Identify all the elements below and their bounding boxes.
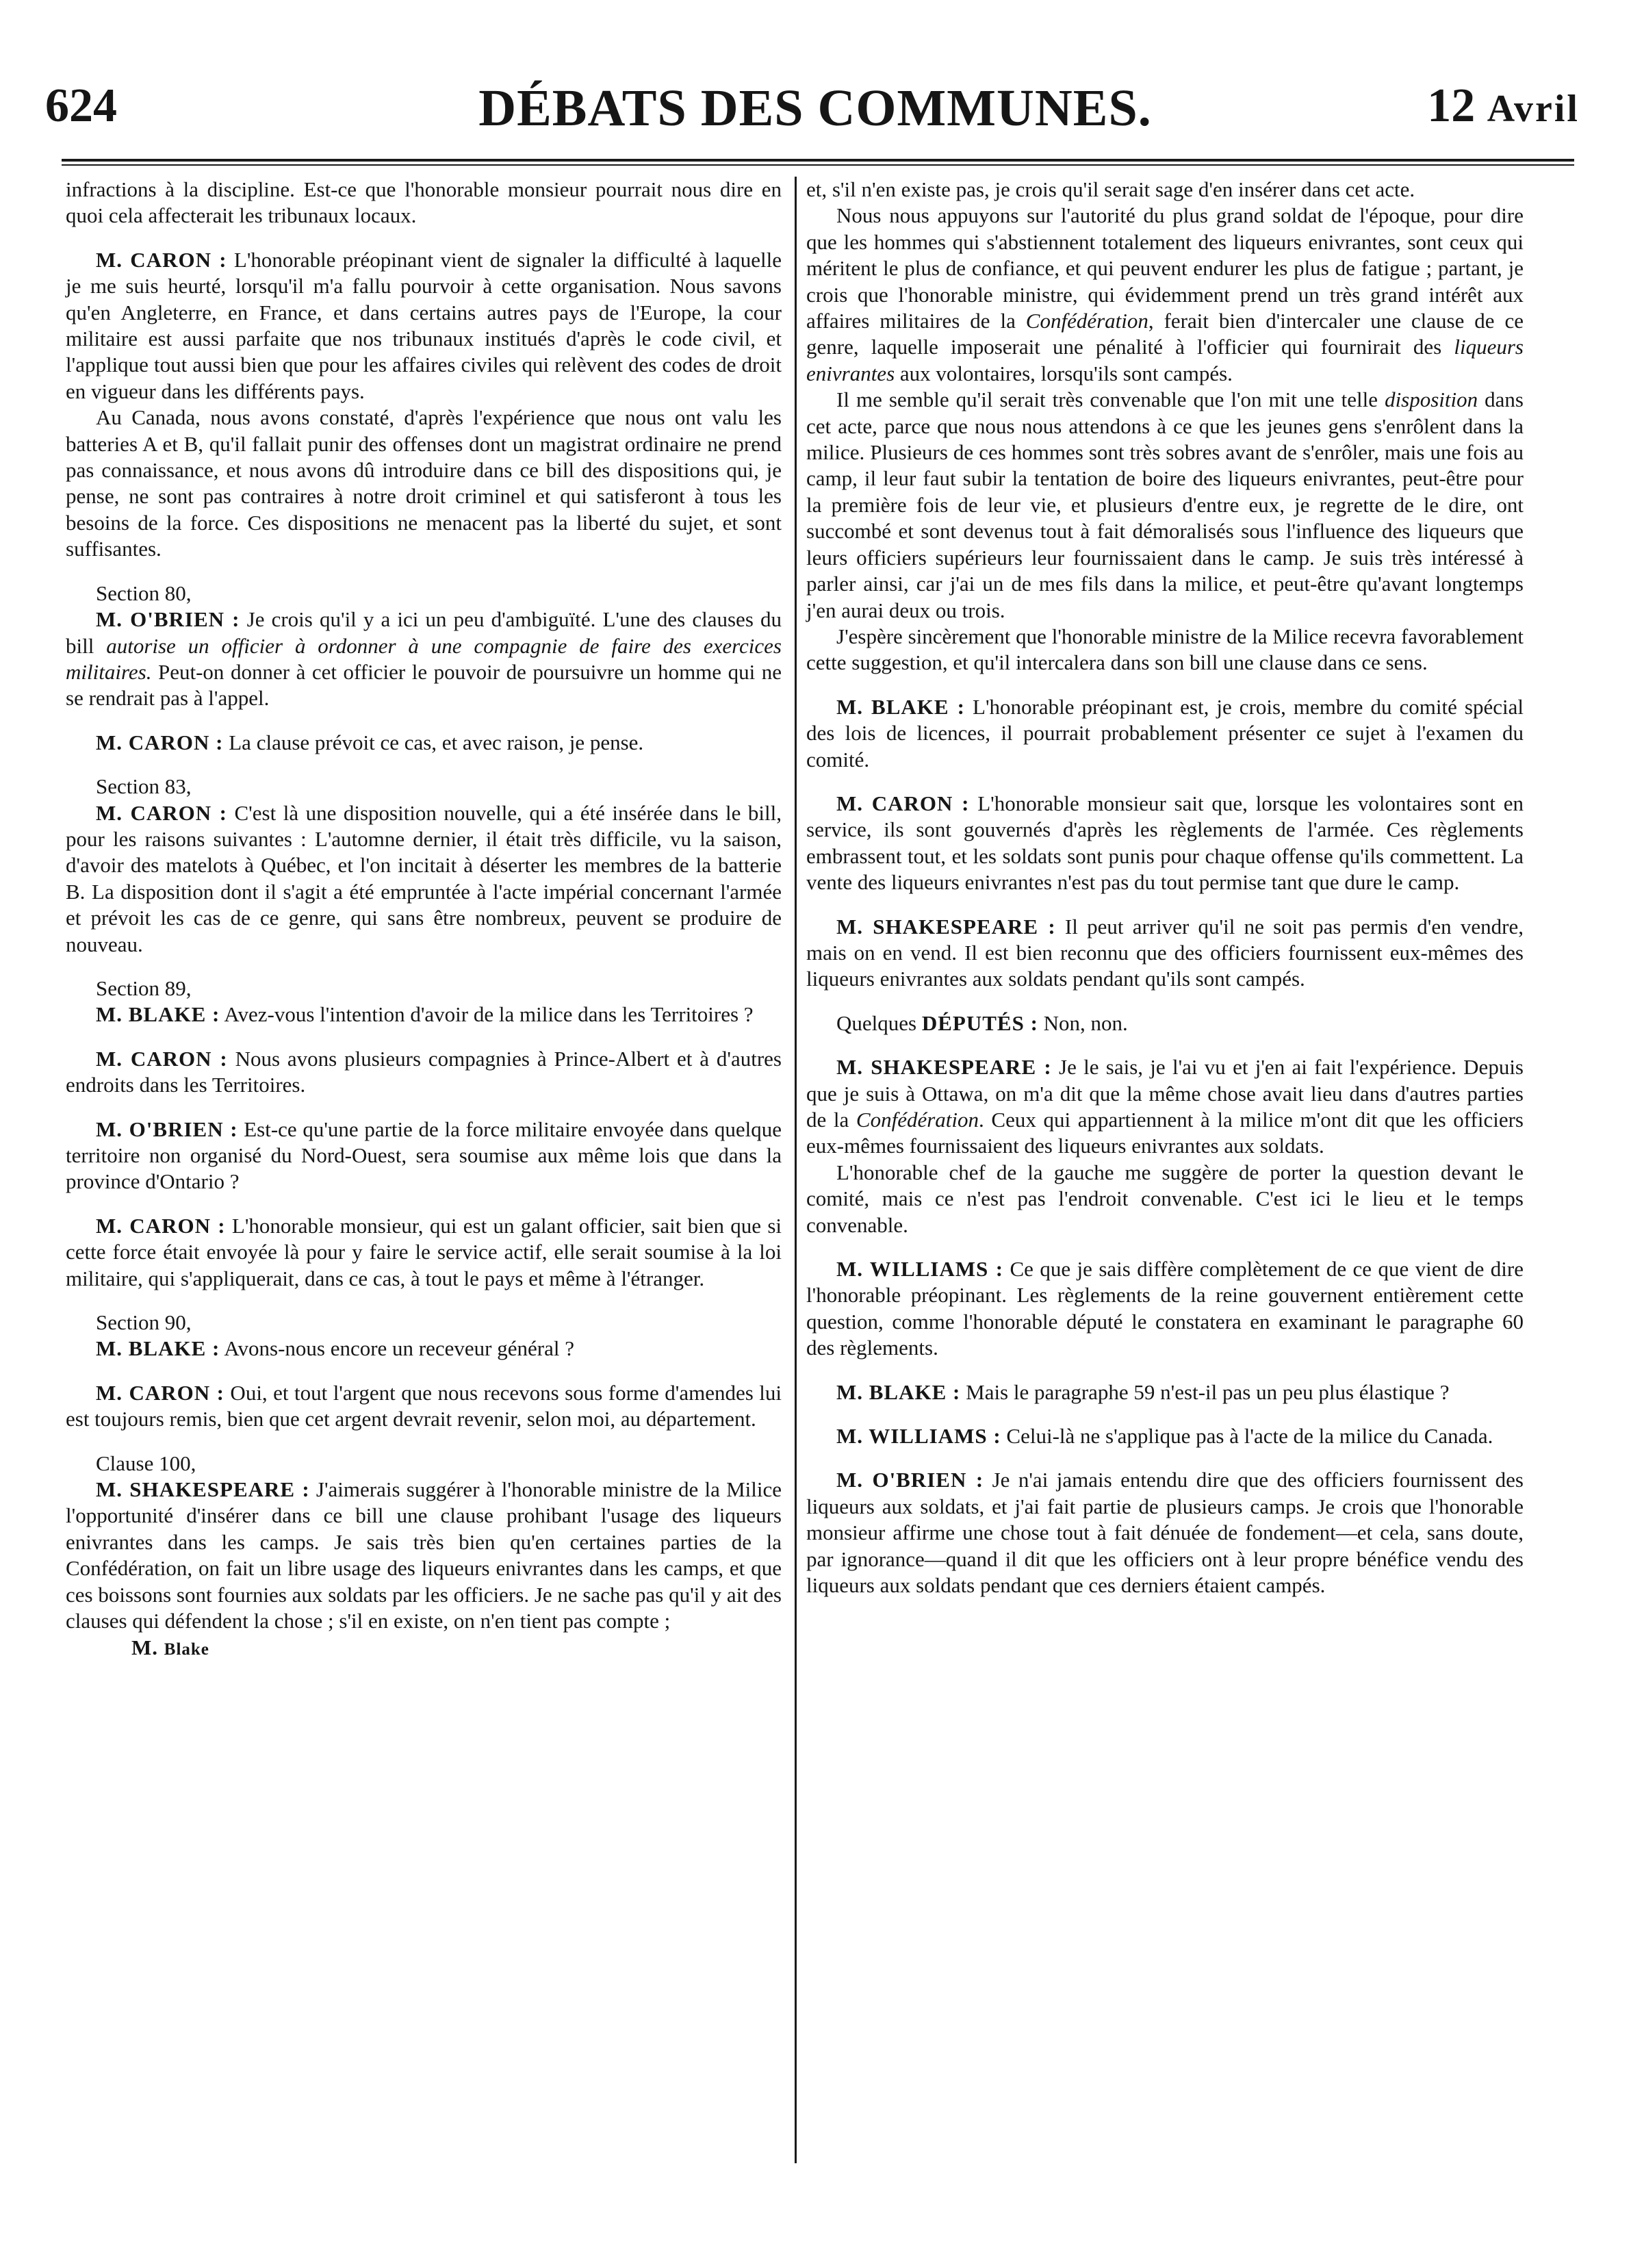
paragraph [806, 694, 1524, 773]
paragraph: J'espère sincèrement que l'honorable ministre de la Milice recevra favorablement cette suggestion, et qu'il intercalera dans son bill une clause dans ce sens. [806, 624, 1524, 675]
paragraph [66, 1213, 782, 1292]
speech: aux volontaires, lorsqu'ils sont campés. [895, 361, 1233, 385]
speaker: DÉPUTÉS : [921, 1010, 1038, 1035]
date-month: Avril [1487, 88, 1580, 130]
paragraph: et, s'il n'en existe pas, je crois qu'il serait sage d'en insérer dans cet acte. [806, 177, 1415, 201]
paragraph [806, 1423, 1524, 1449]
speech: La clause prévoit ce cas, et avec raison, je pense. [223, 730, 644, 754]
catchword-name: Blake [164, 1640, 209, 1659]
paragraph [806, 1010, 1524, 1036]
speaker: M. CARON : [836, 791, 970, 815]
section-heading: Section 89, [96, 976, 192, 1000]
paragraph [66, 1380, 782, 1433]
speech: C'est là une disposition nouvelle, qui a été insérée dans le bill, pour les raisons suivantes : L'automne dernier, il était très difficile, vu la saison, d'avoir des matelots à Québec, et l'on incitait à déserter les membres de la batterie B. La disposition dont il s'agit a été empruntée à l'acte impérial concernant l'armée et prévoit les cas de ce genre, qui sans être nombreux, peuvent se produire de nouveau. [66, 800, 782, 956]
speech-italic: Confédération [856, 1108, 979, 1132]
paragraph [806, 387, 1524, 624]
speaker: M. CARON : [96, 247, 227, 272]
speaker: M. SHAKESPEARE : [96, 1477, 310, 1502]
speech: Je crois qu'il y a ici un peu d'ambiguïté. L'une des clauses du bill [66, 607, 782, 658]
speaker: M. WILLIAMS : [836, 1424, 1001, 1449]
speaker: M. O'BRIEN : [836, 1468, 984, 1492]
paragraph: Au Canada, nous avons constaté, d'après l'expérience que nous ont valu les batteries A et B, qu'il fallait punir des offenses dont un magistrat ordinaire ne prend pas connaissance, et nous avons dû introduire dans ce bill des dispositions qui, je pense, ne sont pas contraires à notre droit criminel et qui satisferont à tous les besoins de la force. Ces dispositions ne menacent pas la liberté du sujet, et sont suffisantes. [66, 405, 782, 561]
speaker: M. SHAKESPEARE : [836, 1055, 1052, 1080]
section-heading: Section 90, [96, 1310, 192, 1335]
paragraph [806, 203, 1524, 387]
speaker: M. BLAKE : [836, 1379, 961, 1404]
section-heading: Clause 100, [96, 1451, 196, 1475]
header-rule [62, 159, 1574, 162]
speech: Non, non. [1038, 1010, 1128, 1035]
speaker: M. BLAKE : [96, 1002, 220, 1027]
speaker: M. CARON : [96, 1213, 226, 1238]
speech-italic: liqueurs enivrantes [806, 335, 1524, 385]
catchword [66, 1635, 782, 1663]
speech: Je le sais, je l'ai vu et j'en ai fait l'expérience. Depuis que je suis à Ottawa, on m'a dit que la même chose avait lieu dans d'autres parties de la [806, 1055, 1524, 1132]
speaker: M. CARON : [96, 1046, 228, 1071]
speech: Il me semble qu'il serait très convenable que l'on mit une telle [836, 387, 1385, 412]
left-column [66, 177, 782, 1663]
speaker: M. O'BRIEN : [96, 607, 240, 632]
speech: . Ceux qui appartiennent à la milice m'ont dit que les officiers eux-mêmes fournissaient des liqueurs enivrantes aux soldats. [806, 1108, 1524, 1158]
paragraph [806, 1467, 1524, 1598]
speech: Il peut arriver qu'il ne soit pas permis d'en vendre, mais on en vend. Il est bien reconnu que des officiers fournissent eux-mêmes des liqueurs enivrantes aux soldats pendant qu'ils sont campés. [806, 914, 1524, 991]
paragraph [806, 1054, 1524, 1160]
paragraph [66, 1117, 782, 1195]
speaker: M. WILLIAMS : [836, 1257, 1004, 1282]
speaker: M. BLAKE : [836, 694, 965, 719]
speech: L'honorable monsieur sait que, lorsque les volontaires sont en service, ils sont gouvernés d'après les règlements de l'armée. Ces règlements embrassent tout, et les soldats sont punis pour chaque offense qu'ils commettent. La vente des liqueurs enivrantes n'est pas du tout permise tant que dure le camp. [806, 791, 1524, 895]
page-number: 624 [45, 79, 117, 132]
speech: Celui-là ne s'applique pas à l'acte de la milice du Canada. [1001, 1424, 1493, 1449]
section-heading: Section 80, [96, 581, 192, 605]
speech: Ce que je sais diffère complètement de ce que vient de dire l'honorable préopinant. Les règlements de la reine gouvernent entièrement cette question, comme l'honorable député le constatera en examinant le paragraphe 60 des règlements. [806, 1257, 1524, 1360]
running-date [1300, 79, 1580, 132]
catchword-prefix: M. [131, 1635, 164, 1659]
paragraph [66, 730, 782, 756]
speech: Mais le paragraphe 59 n'est-il pas un peu plus élastique ? [960, 1379, 1450, 1404]
paragraph [66, 1046, 782, 1099]
speech: Est-ce qu'une partie de la force militaire envoyée dans quelque territoire non organisé du Nord-Ouest, sera soumise aux même lois que dans la province d'Ontario ? [66, 1117, 782, 1194]
speech: L'honorable monsieur, qui est un galant officier, sait bien que si cette force était envoyée là pour y faire le service actif, elle serait soumise à la loi militaire, qui s'appliquerait, dans ce cas, à tout le pays et même à l'étranger. [66, 1213, 782, 1290]
speech: L'honorable préopinant vient de signaler la difficulté à laquelle je me suis heurté, lorsqu'il m'a fallu pourvoir à cette organisation. Nous savons qu'en Angleterre, en France, et dans certains autres pays de l'Europe, la cour militaire est aussi parfaite que nos tribunaux institués d'après le code civil, et l'applique tout aussi bien que pour les affaires civiles qui relèvent des codes de droit en vigueur dans les différents pays. [66, 247, 782, 403]
speech: , ferait bien d'intercaler une clause de ce genre, laquelle imposerait une pénalité à l'officier qui fournirait des [806, 309, 1524, 359]
paragraph [66, 247, 782, 405]
paragraph [806, 914, 1524, 993]
speech: Je n'ai jamais entendu dire que des officiers fournissent des liqueurs aux soldats, et j'ai fait partie de plusieurs camps. Je crois que l'honorable monsieur affirme une chose tout à fait dénuée de fondement—et cela, sans doute, par ignorance—quand il dit que les officiers ont à leur propre bénéfice vendu des liqueurs aux soldats pendant que ces derniers étaient campés. [806, 1468, 1524, 1598]
paragraph: L'honorable chef de la gauche me suggère de porter la question devant le comité, mais ce n'est pas l'endroit convenable. C'est ici le lieu et le temps convenable. [806, 1160, 1524, 1237]
speaker: M. BLAKE : [96, 1336, 220, 1361]
column-divider [795, 177, 797, 2163]
speaker: M. SHAKESPEARE : [836, 914, 1056, 939]
speech: Peut-on donner à cet officier le pouvoir de poursuivre un homme qui ne se rendrait pas à l'appel. [66, 659, 782, 711]
header-rule-thin [62, 164, 1574, 166]
paragraph [66, 800, 782, 958]
speaker: M. CARON : [96, 800, 227, 825]
speech: Nous avons plusieurs compagnies à Prince-Albert et à d'autres endroits dans les Territoires. [66, 1046, 782, 1097]
paragraph: infractions à la discipline. Est-ce que l'honorable monsieur pourrait nous dire en quoi cela affecterait les tribunaux locaux. [66, 177, 782, 228]
paragraph [806, 1256, 1524, 1362]
paragraph [66, 607, 782, 712]
running-title: DÉBATS DES COMMUNES. [478, 79, 1152, 137]
speech: Oui, et tout l'argent que nous recevons sous forme d'amendes lui est toujours remis, bien que cet argent devrait revenir, selon moi, au département. [66, 1380, 782, 1431]
speech: J'aimerais suggérer à l'honorable ministre de la Milice l'opportunité d'insérer dans ce bill une clause prohibant l'usage des liqueurs enivrantes dans les camps. Je sais très bien qu'en certaines parties de la Confédération, on fait un libre usage des liqueurs enivrantes dans les camps, et que ces boissons sont fournies aux soldats par les officiers. Je ne sache pas qu'il y ait des clauses qui défendent la chose ; s'il en existe, on n'en tient pas compte ; [66, 1477, 782, 1633]
paragraph [806, 1379, 1524, 1405]
speech: Nous nous appuyons sur l'autorité du plus grand soldat de l'époque, pour dire que les hommes qui s'abstiennent totalement des liqueurs enivrantes, sont ceux qui méritent le plus de confiance, et qui peuvent endurer les plus de fatigue ; partant, je crois que l'honorable ministre, qui évidemment prend un très grand intérêt aux affaires militaires de la [806, 203, 1524, 333]
speaker: M. CARON : [96, 1380, 224, 1405]
speech: Avons-nous encore un receveur général ? [220, 1336, 574, 1361]
speech-italic: Confédération [1025, 309, 1148, 333]
section-heading: Section 83, [96, 774, 192, 799]
speaker: M. CARON : [96, 730, 224, 754]
date-day: 12 [1427, 79, 1476, 132]
speech: dans cet acte, parce que nous nous attendons à ce que les jeunes gens s'enrôlent dans la milice. Plusieurs de ces hommes sont très sobres avant de s'enrôler, mais une fois au camp, il leur faut subir la tentation de boire des liqueurs enivrantes, peut-être pour la première fois de leur vie, et plusieurs d'entre eux, je regrette de le dire, ont succombé et sont devenus tout à fait démoralisés sous l'influence des liqueurs que leurs officiers supérieurs leur fournissaient dans le camp. Je suis très intéressé à parler ainsi, car j'ai un de mes fils dans la milice, et peut-être qu'avant longtemps j'en aurai deux ou trois. [806, 387, 1524, 622]
speech: Avez-vous l'intention d'avoir de la milice dans les Territoires ? [220, 1002, 754, 1027]
right-column [806, 177, 1524, 1599]
speech: Quelques [836, 1010, 922, 1035]
paragraph [66, 1336, 782, 1362]
speaker: M. O'BRIEN : [96, 1117, 238, 1141]
paragraph [66, 1477, 782, 1634]
speech: L'honorable préopinant est, je crois, membre du comité spécial des lois de licences, il pourrait probablement présenter ce sujet à l'examen du comité. [806, 694, 1524, 772]
paragraph [806, 791, 1524, 896]
paragraph [66, 1002, 782, 1028]
speech-italic: disposition [1385, 387, 1478, 412]
speech-italic: autorise un officier à ordonner à une compagnie de faire des exercices militaires. [66, 633, 782, 684]
